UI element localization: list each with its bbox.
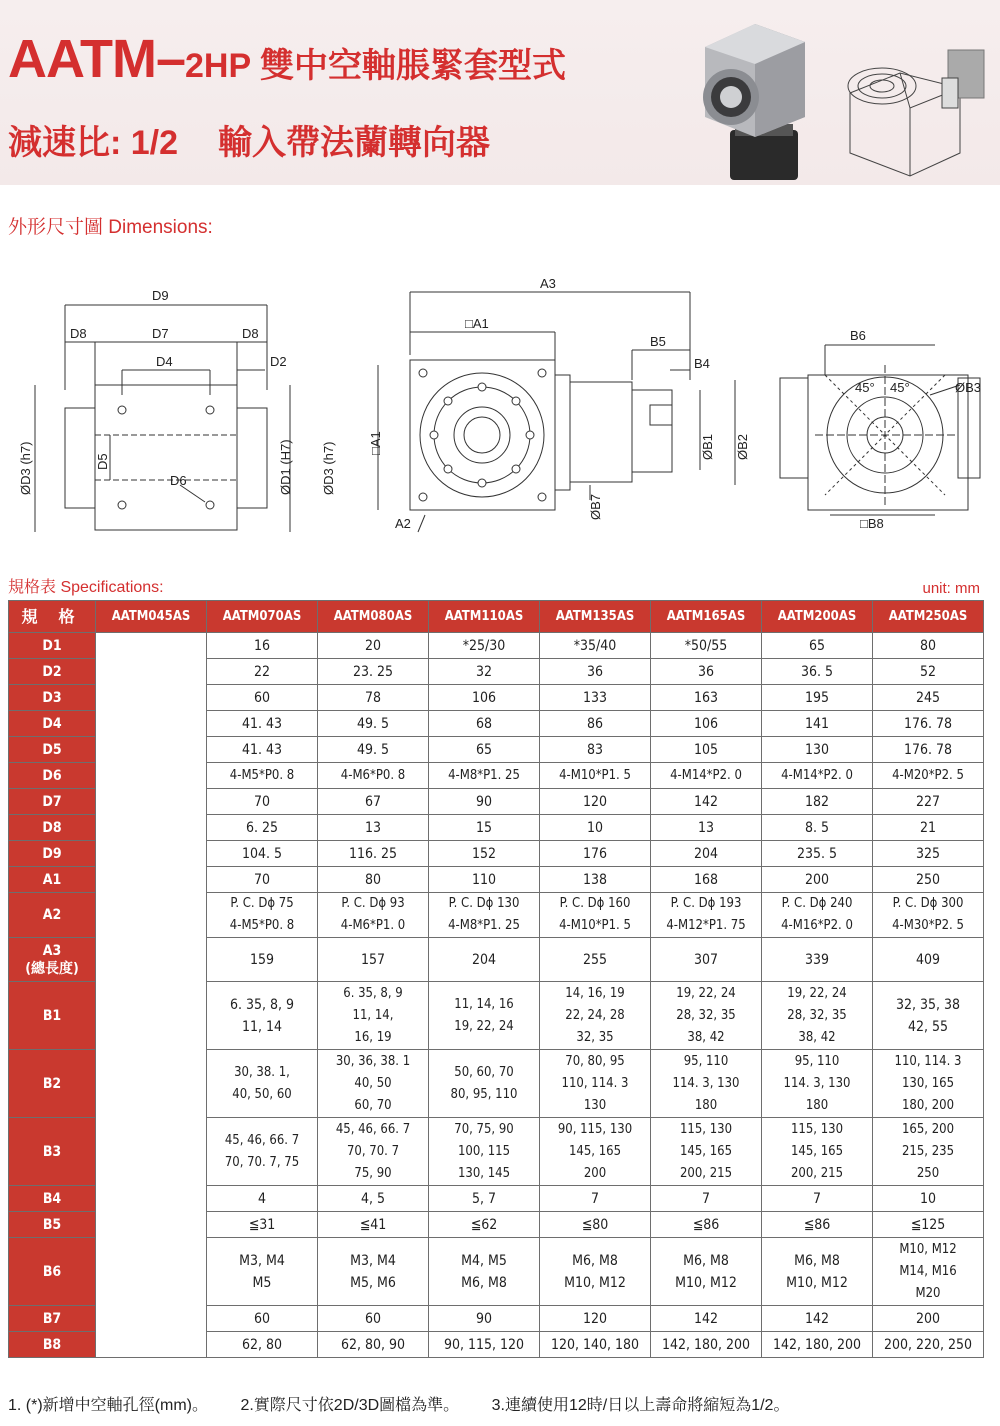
table-cell: ≦31 [207,1212,318,1238]
table-cell: 142 [651,789,762,815]
label-d3-right: ØD3 (h7) [321,441,336,495]
table-cell: M6, M8 M10, M12 [540,1238,651,1306]
table-cell: ≦62 [429,1212,540,1238]
label-d8-right: D8 [242,326,259,341]
row-head: D3 [9,685,96,711]
bolt-circle [419,369,546,501]
table-cell: 70 [207,867,318,893]
table-cell: 5, 7 [429,1186,540,1212]
table-cell: 86 [540,711,651,737]
spec-table [8,600,984,1358]
row-head: A2 [9,893,96,938]
table-row [9,633,984,659]
table-cell: 20 [318,633,429,659]
row-head: A3 (總長度) [9,938,96,982]
row-head: D7 [9,789,96,815]
label-d3-left: ØD3 (h7) [18,441,33,495]
table-cell: 141 [762,711,873,737]
label-d1: ØD1 (H7) [278,439,293,495]
table-cell: ≦125 [873,1212,984,1238]
table-cell: 182 [762,789,873,815]
table-cell: 110 [429,867,540,893]
label-a2: A2 [395,516,411,531]
dimension-drawings [0,270,1000,545]
col-head: AATM135AS [540,601,651,633]
dimensions-title: 外形尺寸圖 Dimensions: [8,217,213,238]
table-cell: 6. 35, 8, 9 11, 14, 16, 19 [318,982,429,1050]
table-cell: 152 [429,841,540,867]
row-head: A1 [9,867,96,893]
page-title [8,28,566,90]
label-b6: B6 [850,328,866,343]
table-cell: 115, 130 145, 165 200, 215 [762,1118,873,1186]
table-cell: 49. 5 [318,737,429,763]
table-cell: 60 [207,1306,318,1332]
row-head: B7 [9,1306,96,1332]
type-text: 輸入帶法蘭轉向器 [218,124,491,162]
col-head: AATM070AS [207,601,318,633]
table-cell: 36 [540,659,651,685]
table-cell: 78 [318,685,429,711]
table-cell: M6, M8 M10, M12 [651,1238,762,1306]
table-cell: P. C. Dϕ 130 4-M8*P1. 25 [429,893,540,938]
table-cell: 62, 80, 90 [318,1332,429,1358]
col-head: AATM250AS [873,601,984,633]
table-cell: 142 [651,1306,762,1332]
table-cell: 90, 115, 120 [429,1332,540,1358]
table-cell: 105 [651,737,762,763]
table-cell: 11, 14, 16 19, 22, 24 [429,982,540,1050]
row-head: D4 [9,711,96,737]
label-a1-left: □A1 [368,431,383,455]
table-cell: 245 [873,685,984,711]
table-cell: 104. 5 [207,841,318,867]
empty-model-column [96,633,207,1358]
label-d4: D4 [156,354,173,369]
table-cell: 138 [540,867,651,893]
label-d8-left: D8 [70,326,87,341]
title-dash: – [155,29,186,89]
table-cell: 10 [540,815,651,841]
col-head: AATM080AS [318,601,429,633]
table-cell: *50/55 [651,633,762,659]
table-cell: 13 [318,815,429,841]
table-cell: P. C. Dϕ 193 4-M12*P1. 75 [651,893,762,938]
table-cell: 45, 46, 66. 7 70, 70. 7 75, 90 [318,1118,429,1186]
table-cell: 67 [318,789,429,815]
row-head: D6 [9,763,96,789]
table-cell: 110, 114. 3 130, 165 180, 200 [873,1050,984,1118]
table-cell: 325 [873,841,984,867]
table-cell: 8. 5 [762,815,873,841]
table-cell: ≦80 [540,1212,651,1238]
label-b3: ØB3 [955,380,982,395]
table-cell: 60 [207,685,318,711]
table-cell: P. C. Dϕ 300 4-M30*P2. 5 [873,893,984,938]
row-head: B8 [9,1332,96,1358]
table-cell: 36 [651,659,762,685]
row-head: B2 [9,1050,96,1118]
table-cell: 80 [318,867,429,893]
table-cell: 339 [762,938,873,982]
table-cell: 41. 43 [207,737,318,763]
table-cell: 255 [540,938,651,982]
page-subtitle [8,115,490,164]
table-cell: 15 [429,815,540,841]
table-cell: 7 [651,1186,762,1212]
table-cell: 19, 22, 24 28, 32, 35 38, 42 [762,982,873,1050]
table-cell: 176. 78 [873,737,984,763]
table-cell: 49. 5 [318,711,429,737]
table-cell: 62, 80 [207,1332,318,1358]
label-a3: A3 [540,276,556,291]
table-cell: P. C. Dϕ 240 4-M16*P2. 0 [762,893,873,938]
table-cell: 10 [873,1186,984,1212]
table-cell: 115, 130 145, 165 200, 215 [651,1118,762,1186]
table-cell: 70, 75, 90 100, 115 130, 145 [429,1118,540,1186]
table-cell: 120 [540,1306,651,1332]
note-1: 1. (*)新增中空軸孔徑(mm)。 [8,1397,208,1414]
table-cell: ≦86 [762,1212,873,1238]
table-cell: 4-M8*P1. 25 [429,763,540,789]
table-cell: 106 [429,685,540,711]
table-cell: *25/30 [429,633,540,659]
table-cell: 120, 140, 180 [540,1332,651,1358]
table-cell: M3, M4 M5, M6 [318,1238,429,1306]
table-cell: 307 [651,938,762,982]
label-angle-2: 45° [890,380,910,395]
table-cell: 80 [873,633,984,659]
row-head: D8 [9,815,96,841]
table-cell: 65 [429,737,540,763]
table-cell: 142, 180, 200 [762,1332,873,1358]
label-d5: D5 [95,453,110,470]
footnotes [8,1392,998,1415]
table-cell: 30, 36, 38. 1 40, 50 60, 70 [318,1050,429,1118]
table-cell: M4, M5 M6, M8 [429,1238,540,1306]
table-cell: ≦41 [318,1212,429,1238]
table-cell: 6. 35, 8, 9 11, 14 [207,982,318,1050]
table-cell: 4 [207,1186,318,1212]
table-cell: 36. 5 [762,659,873,685]
row-head: D2 [9,659,96,685]
title-subtitle: 2HP 雙中空軸脹緊套型式 [185,47,566,85]
table-cell: P. C. Dϕ 93 4-M6*P1. 0 [318,893,429,938]
table-cell: P. C. Dϕ 75 4-M5*P0. 8 [207,893,318,938]
label-b8: □B8 [860,516,884,531]
table-cell: 4-M14*P2. 0 [762,763,873,789]
table-cell: *35/40 [540,633,651,659]
table-cell: ≦86 [651,1212,762,1238]
table-cell: 21 [873,815,984,841]
table-cell: 250 [873,867,984,893]
table-cell: 159 [207,938,318,982]
label-b1: ØB1 [700,433,715,460]
col-head: AATM110AS [429,601,540,633]
table-cell: 200 [762,867,873,893]
label-b4: B4 [694,356,710,371]
label-d2: D2 [270,354,287,369]
table-cell: 83 [540,737,651,763]
table-cell: 227 [873,789,984,815]
col-head: AATM045AS [96,601,207,633]
table-cell: 4-M6*P0. 8 [318,763,429,789]
table-cell: 4, 5 [318,1186,429,1212]
table-cell: 130 [762,737,873,763]
label-a1-top: □A1 [465,316,489,331]
table-cell: 200, 220, 250 [873,1332,984,1358]
gearbox-photo [695,12,815,182]
table-cell: 165, 200 215, 235 250 [873,1118,984,1186]
table-cell: 7 [762,1186,873,1212]
table-cell: 7 [540,1186,651,1212]
table-cell: 45, 46, 66. 7 70, 70. 7, 75 [207,1118,318,1186]
table-cell: 95, 110 114. 3, 130 180 [651,1050,762,1118]
table-cell: 50, 60, 70 80, 95, 110 [429,1050,540,1118]
label-b7: ØB7 [588,493,603,520]
table-cell: 6. 25 [207,815,318,841]
table-cell: 4-M5*P0. 8 [207,763,318,789]
table-cell: 168 [651,867,762,893]
table-cell: 120 [540,789,651,815]
label-d6: D6 [170,473,187,488]
row-head: B3 [9,1118,96,1186]
table-cell: 90, 115, 130 145, 165 200 [540,1118,651,1186]
table-cell: 70 [207,789,318,815]
row-head: B1 [9,982,96,1050]
table-cell: 133 [540,685,651,711]
table-cell: 23. 25 [318,659,429,685]
table-cell: 142 [762,1306,873,1332]
spec-corner: 規 格 [9,601,96,633]
col-head: AATM200AS [762,601,873,633]
table-cell: 204 [429,938,540,982]
table-cell: 142, 180, 200 [651,1332,762,1358]
table-cell: 95, 110 114. 3, 130 180 [762,1050,873,1118]
row-head: B5 [9,1212,96,1238]
row-head: D5 [9,737,96,763]
table-cell: 90 [429,1306,540,1332]
label-angle-1: 45° [855,380,875,395]
row-head: B4 [9,1186,96,1212]
table-cell: 116. 25 [318,841,429,867]
specs-title: 規格表 Specifications: [8,579,164,596]
end-view-drawing [780,345,980,515]
table-cell: 90 [429,789,540,815]
table-cell: 65 [762,633,873,659]
model-name: AATM [8,29,156,89]
col-head: AATM165AS [651,601,762,633]
unit-label: unit: mm [922,580,980,597]
table-cell: 4-M20*P2. 5 [873,763,984,789]
table-cell: 106 [651,711,762,737]
table-cell: 30, 38. 1, 40, 50, 60 [207,1050,318,1118]
table-cell: 52 [873,659,984,685]
table-cell: 4-M10*P1. 5 [540,763,651,789]
row-head: D1 [9,633,96,659]
gearbox-sketch [830,38,990,183]
table-cell: M6, M8 M10, M12 [762,1238,873,1306]
label-b2: ØB2 [735,433,750,460]
table-cell: 176 [540,841,651,867]
table-cell: 176. 78 [873,711,984,737]
label-d9: D9 [152,288,169,303]
table-cell: 70, 80, 95 110, 114. 3 130 [540,1050,651,1118]
table-cell: 409 [873,938,984,982]
table-cell: 32, 35, 38 42, 55 [873,982,984,1050]
table-cell: 204 [651,841,762,867]
label-b5: B5 [650,334,666,349]
table-cell: 235. 5 [762,841,873,867]
row-head: B6 [9,1238,96,1306]
table-cell: 163 [651,685,762,711]
table-cell: 13 [651,815,762,841]
note-3: 3.連續使用12時/日以上壽命將縮短為1/2。 [491,1397,790,1414]
table-cell: M3, M4 M5 [207,1238,318,1306]
table-cell: 19, 22, 24 28, 32, 35 38, 42 [651,982,762,1050]
table-cell: 4-M14*P2. 0 [651,763,762,789]
table-cell: P. C. Dϕ 160 4-M10*P1. 5 [540,893,651,938]
table-cell: M10, M12 M14, M16 M20 [873,1238,984,1306]
side-view-drawing [378,292,735,532]
note-2: 2.實際尺寸依2D/3D圖檔為準。 [240,1397,460,1414]
table-cell: 157 [318,938,429,982]
row-head: D9 [9,841,96,867]
table-cell: 22 [207,659,318,685]
table-cell: 16 [207,633,318,659]
table-cell: 68 [429,711,540,737]
spec-header-row [9,601,984,633]
table-cell: 32 [429,659,540,685]
table-cell: 60 [318,1306,429,1332]
table-cell: 41. 43 [207,711,318,737]
table-cell: 195 [762,685,873,711]
table-cell: 14, 16, 19 22, 24, 28 32, 35 [540,982,651,1050]
table-cell: 200 [873,1306,984,1332]
label-d7: D7 [152,326,169,341]
ratio-text: 減速比: 1/2 [8,124,179,162]
